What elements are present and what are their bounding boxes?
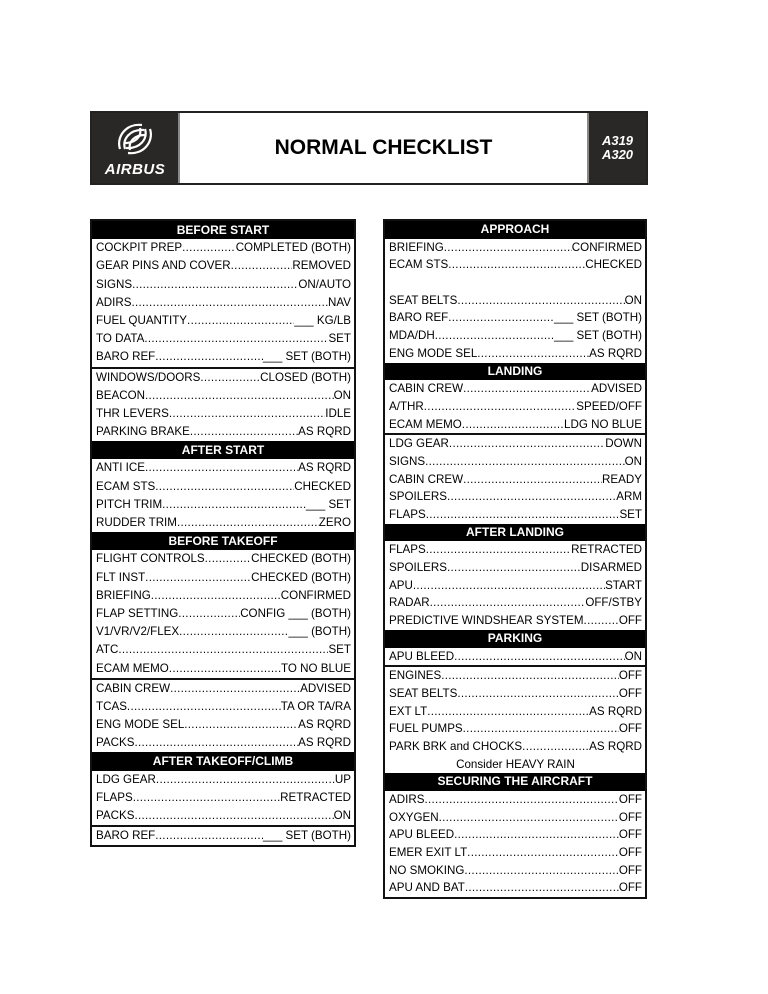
item-value: AS RQRD [298, 425, 351, 439]
item-label: THR LEVERS [96, 406, 169, 420]
checklist-group [385, 435, 645, 523]
dotted-leader [131, 294, 328, 312]
item-label: APU [389, 578, 413, 592]
item-value: OFF [618, 828, 642, 842]
checklist-item [385, 720, 645, 738]
dotted-leader [190, 423, 298, 441]
dotted-leader [424, 398, 577, 416]
item-label: BRIEFING [389, 240, 444, 254]
item-label: SEAT BELTS [389, 293, 458, 307]
item-label: ECAM STS [389, 258, 449, 272]
section-title: APPROACH [385, 221, 645, 239]
checklist-group [385, 380, 645, 435]
checklist-group [92, 827, 354, 845]
item-label: LDG GEAR [96, 772, 156, 786]
checklist-item [385, 809, 645, 827]
checklist-item [385, 559, 645, 577]
checklist-item [92, 423, 354, 441]
item-value: OFF [618, 846, 642, 860]
checklist-item [92, 641, 354, 659]
section-after-start [92, 441, 354, 532]
item-value: OFF [618, 810, 642, 824]
item-label: A/THR [389, 399, 424, 413]
item-label: FLAPS [389, 543, 426, 557]
logo-text: AIRBUS [104, 160, 166, 178]
item-label: COCKPIT PREP [96, 241, 183, 255]
dotted-leader [430, 594, 586, 612]
checklist-item [92, 257, 354, 275]
dotted-leader [184, 716, 298, 734]
checklist-item [92, 348, 354, 366]
item-value: TO NO BLUE [280, 661, 351, 675]
item-value: CHECKED [585, 258, 642, 272]
checklist-item [385, 577, 645, 595]
item-value: ON/AUTO [298, 277, 351, 291]
item-value: READY [602, 472, 642, 486]
dotted-leader [187, 312, 294, 330]
dotted-leader [132, 276, 298, 294]
checklist-item [92, 734, 354, 752]
checklist-item [385, 844, 645, 862]
dotted-leader [205, 550, 252, 568]
checklist-item [385, 292, 645, 310]
item-label: SPOILERS [389, 490, 447, 504]
dotted-leader [133, 789, 280, 807]
item-value: CONFIRMED [280, 588, 351, 602]
model-a319: A319 [601, 133, 634, 148]
checklist-item [385, 703, 645, 721]
item-label: ENG MODE SEL [96, 718, 185, 732]
item-value: CONFIRMED [571, 240, 642, 254]
checklist-item [385, 488, 645, 506]
item-label: RADAR [389, 596, 430, 610]
checklist-item [92, 789, 354, 807]
section-before-takeoff [92, 532, 354, 752]
item-label: BARO REF [96, 350, 156, 364]
item-label: WINDOWS/DOORS [96, 370, 201, 384]
dotted-leader [462, 416, 564, 434]
checklist-item [92, 680, 354, 698]
checklist-item [385, 685, 645, 703]
page-title: NORMAL CHECKLIST [178, 113, 589, 183]
dotted-leader [465, 879, 619, 897]
item-label: FUEL PUMPS [389, 722, 463, 736]
dotted-leader [457, 292, 624, 310]
airbus-swirl-icon [112, 119, 158, 159]
item-label: ATC [96, 643, 119, 657]
item-value: OFF [618, 669, 642, 683]
checklist-group [385, 239, 645, 363]
checklist-item [92, 369, 354, 387]
item-value: ON [624, 454, 642, 468]
checklist-column-right [383, 219, 647, 899]
section-title: SECURING THE AIRCRAFT [385, 773, 645, 791]
item-value: START [605, 578, 642, 592]
item-label: FLT INST [96, 570, 146, 584]
checklist-item [385, 541, 645, 559]
item-value: OFF [618, 881, 642, 895]
checklist-item [385, 327, 645, 345]
checklist-item [92, 807, 354, 825]
checklist-item [92, 514, 354, 532]
item-label: TO DATA [96, 332, 145, 346]
dotted-leader [145, 569, 251, 587]
dotted-leader [162, 496, 306, 514]
checklist-group [92, 550, 354, 679]
checklist-item [385, 256, 645, 274]
dotted-leader [435, 327, 554, 345]
dotted-leader [463, 720, 619, 738]
checklist-item [92, 312, 354, 330]
item-value: ___ SET (BOTH) [553, 311, 642, 325]
item-label: EXT LT [389, 704, 428, 718]
item-value: ON [624, 293, 642, 307]
section-title: AFTER LANDING [385, 524, 645, 542]
item-value: AS RQRD [298, 736, 351, 750]
item-label: ADIRS [389, 793, 425, 806]
checklist-item [385, 239, 645, 257]
section-securing-the-aircraft [385, 773, 645, 897]
checklist-group [92, 771, 354, 828]
checklist-item [92, 405, 354, 423]
item-label: RUDDER TRIM [96, 516, 177, 529]
item-value: OFF [618, 863, 642, 877]
item-label: V1/VR/V2/FLEX [96, 625, 180, 639]
dotted-leader [522, 738, 589, 756]
dotted-leader [413, 577, 605, 595]
item-label: SEAT BELTS [389, 686, 458, 700]
item-value: ___ SET [305, 497, 351, 511]
dotted-leader [425, 453, 625, 471]
item-value: AS RQRD [298, 461, 351, 475]
checklist-item [385, 612, 645, 630]
item-value: OFF [618, 793, 642, 806]
item-label: ECAM MEMO [96, 661, 169, 675]
dotted-leader [155, 827, 263, 845]
dotted-leader [463, 380, 591, 398]
item-value: LDG NO BLUE [564, 417, 642, 431]
checklist-item [385, 435, 645, 453]
item-value: SPEED/OFF [576, 399, 642, 413]
section-approach [385, 221, 645, 363]
checklist-column-left [90, 219, 356, 847]
item-label: FUEL QUANTITY [96, 313, 188, 327]
item-value: CHECKED (BOTH) [251, 552, 351, 566]
item-label: FLAPS [389, 508, 426, 521]
section-title: LANDING [385, 363, 645, 381]
checklist-item [92, 387, 354, 405]
dotted-leader [179, 623, 288, 641]
checklist-item [385, 471, 645, 489]
item-value: AS RQRD [589, 739, 642, 753]
item-label: FLIGHT CONTROLS [96, 552, 205, 566]
item-value: RETRACTED [571, 543, 642, 557]
airbus-logo [92, 113, 178, 183]
item-value: SET [619, 508, 642, 521]
item-label: BEACON [96, 388, 145, 402]
checklist-item [385, 648, 645, 666]
item-label: BRIEFING [96, 588, 151, 602]
item-value: SET [328, 643, 351, 657]
checklist-item [92, 550, 354, 568]
checklist-item [385, 862, 645, 880]
checklist-item [385, 506, 645, 524]
dotted-leader [464, 862, 618, 880]
checklist-item [92, 660, 354, 678]
checklist-group [92, 239, 354, 368]
section-title: BEFORE TAKEOFF [92, 532, 354, 550]
dotted-leader [454, 648, 625, 666]
dotted-leader [584, 612, 619, 630]
dotted-leader [145, 459, 298, 477]
section-title: PARKING [385, 630, 645, 648]
checklist-item [385, 879, 645, 897]
checklist-group [385, 791, 645, 897]
item-label: SPOILERS [389, 561, 447, 575]
dotted-leader [144, 330, 328, 348]
item-label: ENGINES [389, 669, 442, 683]
dotted-leader [447, 488, 616, 506]
checklist-item [92, 623, 354, 641]
item-label: CABIN CREW [96, 681, 171, 695]
dotted-leader [134, 807, 333, 825]
checklist-item [385, 667, 645, 685]
item-value: AS RQRD [589, 704, 642, 718]
item-value: RETRACTED [280, 790, 351, 804]
item-label: ECAM MEMO [389, 417, 462, 431]
item-value: REMOVED [292, 259, 351, 273]
dotted-leader [454, 826, 619, 844]
item-value: DOWN [605, 437, 642, 451]
checklist-item [385, 826, 645, 844]
checklist-group [92, 680, 354, 753]
item-label: BARO REF [389, 311, 449, 325]
checklist-group [385, 667, 645, 773]
dotted-leader [457, 685, 619, 703]
item-label: NO SMOKING [389, 863, 465, 877]
dotted-leader [169, 405, 325, 423]
item-label: SIGNS [389, 454, 426, 468]
dotted-leader [441, 667, 619, 685]
item-value: ON [333, 388, 351, 402]
checklist-item [92, 239, 354, 257]
checklist-note [385, 756, 645, 774]
item-value: TA OR TA/RA [280, 699, 351, 713]
item-value: UP [334, 772, 351, 786]
blank-row [385, 274, 645, 292]
dotted-leader [463, 471, 602, 489]
item-value: OFF/STBY [585, 596, 642, 610]
checklist-item [385, 453, 645, 471]
item-label: LDG GEAR [389, 437, 449, 451]
item-label: FLAP SETTING [96, 606, 179, 620]
dotted-leader [200, 369, 260, 387]
checklist-item [92, 716, 354, 734]
item-label: ANTI ICE [96, 461, 145, 475]
section-before-start [92, 221, 354, 441]
dotted-leader [477, 345, 589, 363]
dotted-leader [448, 309, 554, 327]
checklist-group [92, 459, 354, 532]
item-value: NAV [328, 295, 351, 309]
item-value: ___ SET (BOTH) [262, 829, 351, 843]
item-label: CABIN CREW [389, 382, 464, 396]
item-label: PREDICTIVE WINDSHEAR SYSTEM [389, 614, 584, 628]
item-value: ON [624, 649, 642, 663]
item-value: ADVISED [591, 382, 642, 396]
checklist-item [385, 345, 645, 363]
item-value: CONFIG ___ (BOTH) [240, 606, 351, 620]
item-label: TCAS [96, 699, 127, 713]
item-value: CHECKED [294, 479, 351, 493]
checklist-item [92, 330, 354, 348]
item-label: PARK BRK and CHOCKS [389, 739, 523, 753]
item-value: AS RQRD [298, 718, 351, 732]
checklist-item [92, 294, 354, 312]
dotted-leader [156, 771, 335, 789]
checklist-item [385, 380, 645, 398]
checklist-item [385, 416, 645, 434]
note-text: Consider HEAVY RAIN [456, 757, 575, 771]
item-value: ___ SET (BOTH) [262, 350, 351, 364]
checklist-item [385, 738, 645, 756]
section-title: AFTER START [92, 441, 354, 459]
section-title: BEFORE START [92, 221, 354, 239]
checklist-item [92, 569, 354, 587]
item-value: CLOSED (BOTH) [260, 370, 351, 384]
item-value: ARM [616, 490, 642, 504]
checklist-item [385, 309, 645, 327]
dotted-leader [169, 660, 281, 678]
dotted-leader [178, 605, 240, 623]
dotted-leader [145, 387, 334, 405]
checklist-item [92, 827, 354, 845]
dotted-leader [155, 478, 294, 496]
checklist-group [385, 541, 645, 629]
checklist-item [92, 496, 354, 514]
checklist-item [92, 276, 354, 294]
item-value: ___ KG/LB [294, 313, 351, 327]
item-label: EMER EXIT LT [389, 846, 468, 860]
dotted-leader [449, 435, 605, 453]
checklist-group [385, 648, 645, 668]
checklist-group [92, 369, 354, 442]
checklist-item [92, 478, 354, 496]
item-label: OXYGEN [389, 810, 439, 824]
checklist-item [92, 698, 354, 716]
item-value: IDLE [325, 406, 351, 420]
item-label: BARO REF [96, 829, 156, 843]
dotted-leader [467, 844, 619, 862]
item-label: ENG MODE SEL [389, 346, 478, 360]
dotted-leader [447, 559, 581, 577]
checklist-header [90, 111, 648, 185]
dotted-leader [444, 239, 572, 257]
dotted-leader [177, 514, 319, 532]
item-value: COMPLETED (BOTH) [235, 241, 351, 255]
dotted-leader [170, 680, 300, 698]
dotted-leader [426, 541, 571, 559]
item-label: APU BLEED [389, 649, 455, 663]
item-value: SET [328, 332, 351, 346]
dotted-leader [151, 587, 281, 605]
checklist-item [92, 587, 354, 605]
item-label: CABIN CREW [389, 472, 464, 486]
item-value: OFF [618, 722, 642, 736]
item-label: PARKING BRAKE [96, 425, 190, 439]
dotted-leader [427, 703, 589, 721]
item-label: APU AND BAT [389, 881, 465, 895]
model-a320: A320 [601, 147, 634, 162]
item-value: AS RQRD [589, 346, 642, 360]
item-label: FLAPS [96, 790, 133, 804]
dotted-leader [426, 506, 620, 524]
checklist-item [92, 459, 354, 477]
item-value: OFF [618, 614, 642, 628]
dotted-leader [118, 641, 328, 659]
section-parking [385, 630, 645, 774]
dotted-leader [182, 239, 236, 257]
item-value: ADVISED [300, 681, 351, 695]
item-value: ___ SET (BOTH) [553, 329, 642, 343]
item-label: SIGNS [96, 277, 133, 291]
item-label: MDA/DH [389, 329, 435, 343]
item-value: DISARMED [580, 561, 642, 575]
dotted-leader [231, 257, 293, 275]
item-label: GEAR PINS AND COVER [96, 259, 231, 273]
item-value: ZERO [318, 516, 351, 529]
dotted-leader [439, 809, 619, 827]
checklist-item [385, 791, 645, 809]
item-value: ON [333, 809, 351, 822]
item-value: ___ (BOTH) [288, 625, 351, 639]
item-value: CHECKED (BOTH) [251, 570, 351, 584]
dotted-leader [448, 256, 585, 274]
dotted-leader [424, 791, 618, 809]
checklist-item [92, 605, 354, 623]
dotted-leader [155, 348, 263, 366]
dotted-leader [134, 734, 298, 752]
checklist-item [92, 771, 354, 789]
item-label: ECAM STS [96, 479, 156, 493]
item-label: PITCH TRIM [96, 497, 163, 511]
dotted-leader [127, 698, 281, 716]
aircraft-models [589, 113, 646, 183]
checklist-item [385, 594, 645, 612]
item-label: PACKS [96, 809, 135, 822]
item-value: OFF [618, 686, 642, 700]
item-label: ADIRS [96, 295, 132, 309]
section-title: AFTER TAKEOFF/CLIMB [92, 752, 354, 770]
item-label: APU BLEED [389, 828, 455, 842]
section-after-landing [385, 524, 645, 630]
section-landing [385, 363, 645, 524]
item-label: PACKS [96, 736, 135, 750]
section-after-takeoff-climb [92, 752, 354, 845]
checklist-item [385, 398, 645, 416]
